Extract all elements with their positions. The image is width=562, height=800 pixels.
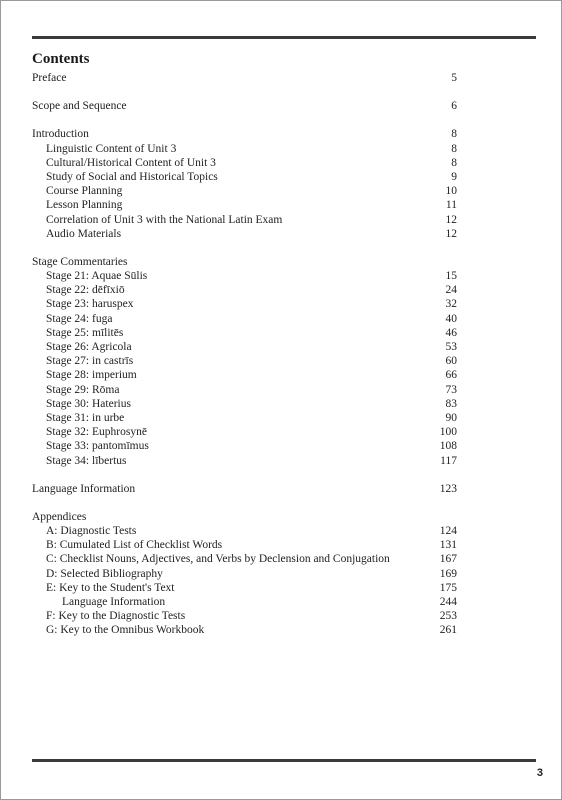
toc-entry-label: Stage 24: fuga [46,312,113,325]
toc-entry-page: 9 [451,170,457,183]
toc-entry-page: 15 [445,270,457,283]
toc-entry-page: 131 [439,539,457,552]
toc-subentry[interactable] [32,184,457,198]
toc-subentry[interactable] [32,368,457,382]
toc-entry-label: Cultural/Historical Content of Unit 3 [46,156,216,169]
toc-entry-page: 100 [439,426,457,439]
section-gap [32,496,457,510]
toc-subentry[interactable] [32,567,457,581]
toc-entry-label: Stage 26: Agricola [46,341,132,353]
toc-section[interactable] [32,127,457,141]
toc-entry-page: 66 [445,369,457,382]
toc-entry-label: Stage 27: in castrīs [46,355,134,368]
toc-subentry[interactable] [32,538,457,552]
toc-entry-page: 83 [445,397,457,410]
toc-entry-page: 8 [451,142,457,155]
toc-entry-page: 253 [439,610,457,623]
toc-section[interactable] [32,482,457,496]
toc-subentry[interactable] [32,354,457,368]
table-of-contents [32,49,457,638]
toc-entry-label: C: Checklist Nouns, Adjectives, and Verbs by Declension and Conjugation [46,553,390,566]
toc-entry-page: 46 [445,326,457,339]
section-gap [32,113,457,127]
toc-subentry[interactable] [32,623,457,637]
toc-entry-page: 169 [439,567,457,580]
toc-entry-page: 12 [445,227,457,240]
toc-entry-label: Stage 30: Haterius [46,397,131,410]
toc-section[interactable] [32,99,457,113]
toc-entry-page: 60 [445,355,457,368]
toc-subentry[interactable] [32,283,457,297]
toc-entry-page: 261 [439,624,457,637]
toc-entry-label: Stage 34: lībertus [46,454,127,467]
toc-subentry[interactable] [32,297,457,311]
toc-subentry[interactable] [32,383,457,397]
toc-entry-page: 5 [451,72,457,84]
toc-subentry[interactable] [32,454,457,468]
top-rule [32,36,536,39]
toc-subentry[interactable] [32,425,457,439]
toc-entry-label: Scope and Sequence [32,100,127,113]
toc-section[interactable] [32,255,457,269]
toc-subentry[interactable] [32,340,457,354]
toc-entry-label: Language Information [32,482,136,495]
toc-entry-label: Stage 22: dēfīxiō [46,284,125,297]
section-gap [32,241,457,255]
toc-subentry[interactable] [32,142,457,156]
toc-entry-label: Lesson Planning [46,199,123,212]
toc-entry-page: 73 [445,383,457,396]
page-number: 3 [536,767,543,779]
toc-entry-label: Stage 21: Aquae Sūlis [46,270,148,283]
toc-subentry[interactable] [32,439,457,453]
section-gap [32,85,457,99]
section-gap [32,468,457,482]
toc-entry-label: G: Key to the Omnibus Workbook [46,624,205,637]
toc-entry-page: 123 [439,482,457,495]
toc-entry-page: 124 [439,525,457,538]
toc-entry-label: Preface [32,72,67,84]
toc-entry-page: 8 [451,156,457,169]
toc-entry-page: 53 [445,341,457,353]
toc-entry-label: Stage 31: in urbe [46,411,125,424]
toc-subentry[interactable] [32,326,457,340]
toc-entry-page: 8 [451,128,457,141]
toc-entry-label: Appendices [32,510,87,523]
toc-entry-page: 24 [445,284,457,297]
toc-entry-page: 117 [440,454,457,467]
toc-entry-label: Stage Commentaries [32,255,128,268]
toc-entry-label: Course Planning [46,185,123,198]
toc-entry-label: E: Key to the Student's Text [46,581,175,594]
toc-subentry[interactable] [32,213,457,227]
toc-entry-label: A: Diagnostic Tests [46,525,137,538]
toc-subentry[interactable] [32,170,457,184]
toc-entry-page: 10 [445,185,457,198]
toc-entry-label: Stage 33: pantomīmus [46,440,149,453]
toc-entry-label: Stage 25: mīlitēs [46,326,124,339]
toc-entry-page: 90 [445,411,457,424]
toc-entry-label: Stage 28: imperium [46,369,137,382]
toc-section[interactable] [32,510,457,524]
toc-entry-page: 244 [439,596,457,608]
toc-entry-page: 6 [451,100,457,113]
toc-entry-page: 108 [439,440,457,453]
toc-entry-page: 11 [445,199,457,212]
toc-entries [32,71,457,638]
toc-entry-label: Introduction [32,128,89,141]
toc-entry-label: Stage 32: Euphrosynē [46,426,147,439]
toc-entry-label: Linguistic Content of Unit 3 [46,142,177,155]
toc-entry-page: 12 [445,213,457,226]
toc-subentry[interactable] [32,411,457,425]
toc-entry-page: 40 [445,312,457,325]
toc-entry-label: Language Information [62,596,166,608]
toc-entry-label: Stage 23: haruspex [46,298,134,311]
toc-subentry[interactable] [32,397,457,411]
toc-subentry[interactable] [32,198,457,212]
toc-entry-label: D: Selected Bibliography [46,567,163,580]
toc-subentry[interactable] [32,552,457,566]
toc-entry-label: Study of Social and Historical Topics [46,170,218,183]
toc-subentry[interactable] [32,524,457,538]
toc-subentry[interactable] [32,227,457,241]
toc-entry-page: 32 [445,298,457,311]
toc-subentry[interactable] [32,312,457,326]
toc-entry-label: Stage 29: Rōma [46,383,120,396]
toc-subentry[interactable] [32,609,457,623]
toc-subentry[interactable] [32,269,457,283]
toc-subentry[interactable] [32,156,457,170]
bottom-rule [32,759,536,762]
toc-subentry[interactable] [32,581,457,595]
toc-entry-label: Correlation of Unit 3 with the National Latin Exam [46,213,283,226]
toc-entry-label: F: Key to the Diagnostic Tests [46,610,186,623]
toc-section[interactable] [32,71,457,85]
toc-entry-page: 175 [439,581,457,594]
toc-entry-label: B: Cumulated List of Checklist Words [46,539,223,552]
page-title: Contents [32,51,90,67]
toc-entry-page: 167 [439,553,457,566]
toc-entry-label: Audio Materials [46,227,122,240]
toc-subentry[interactable] [32,595,457,609]
